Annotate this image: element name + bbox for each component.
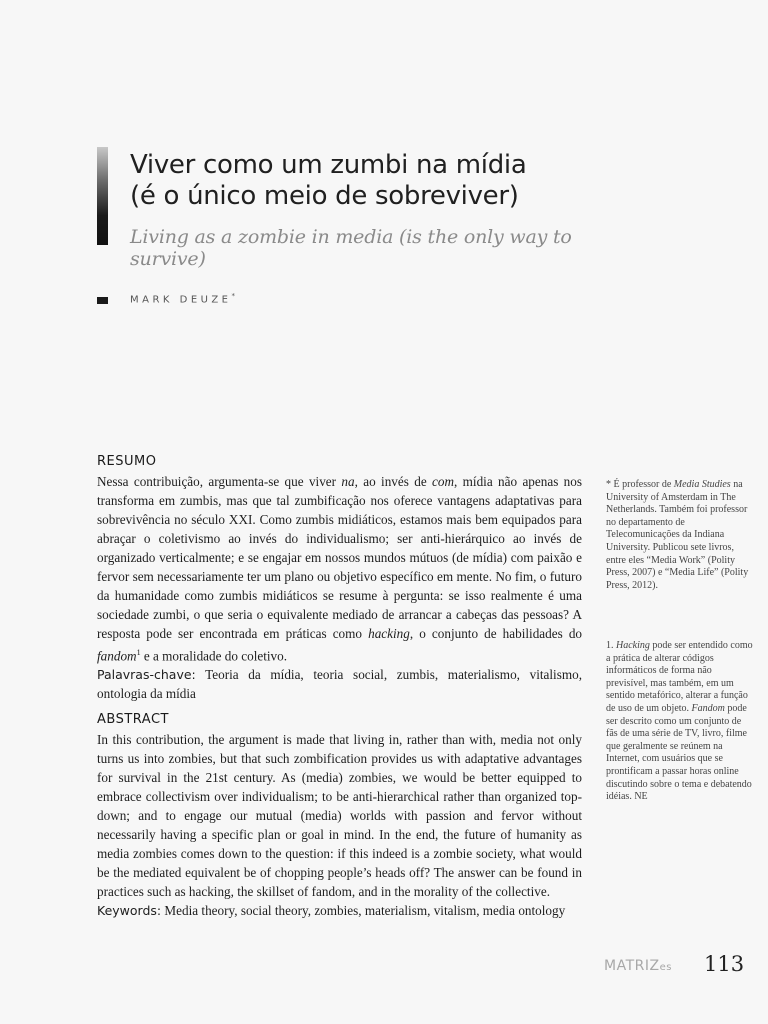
- abstract-heading: ABSTRACT: [97, 712, 169, 727]
- title-accent-bar: [97, 147, 108, 245]
- footnote-ref-1: 1: [136, 648, 141, 657]
- article-title-line-1: Viver como um zumbi na mídia: [130, 150, 527, 180]
- journal-brand: MATRIZes: [604, 958, 672, 974]
- resumo-keywords: Palavras-chave: Teoria da mídia, teoria social, zumbis, materialismo, vitalismo, ontologia da mídia: [97, 667, 582, 702]
- article-title: [130, 150, 650, 212]
- author-name: MARK DEUZE*: [130, 292, 235, 306]
- article-subtitle: Living as a zombie in media (is the only way to survive): [130, 226, 572, 270]
- resumo-paragraph: Nessa contribuição, argumenta-se que viver na, ao invés de com, mídia não apenas nos transforma em zumbis, mas que tal zumbificação nos oferece vantagens adaptativas para sobrevivência no século XXI. Como zumbis midiáticos, estamos mais bem equipados para abraçar o coletivismo ao invés do individualismo; ser anti-hierárquico ao invés de organizado verticalmente; e se engajar em nossos mundos mútuos (de mídia) com paixão e fervor sem necessariamente ter um plano ou objetivo específico em mente. No fim, o futuro da humanidade como zumbis midiáticos se resume à pergunta: se isso realmente é uma sociedade zumbi, o que seria o equivalente mediado de arrancar a cabeças das pessoas? A resposta pode ser encontrada em práticas como hacking, o conjunto de habilidades do fandom$^1$ e a moralidade do coletivo.: [97, 474, 583, 664]
- author-note: * É professor de Media Studies na University of Amsterdam in The Netherlands. Também foi professor no departamento de Telecomunicações da Indiana University. Publicou sete livros, entre eles “Media Work” (Polity Press, 2007) e “Media Life” (Polity Press, 2012).: [606, 479, 749, 591]
- abstract-keywords: Keywords: Media theory, social theory, zombies, materialism, vitalism, media ontology: [97, 903, 566, 918]
- resumo-body: [97, 472, 582, 703]
- author-footnote-mark: *: [231, 292, 235, 300]
- abstract-paragraph: In this contribution, the argument is made that living in, rather than with, media not only turns us into zombies, but that such zombification provides us with adaptative advantages for survival in the 21st century. As (media) zombies, we would be better equipped to embrace collectivism over individualism; to be anti-hierarchical rather than organized top-down; and to engage our mutual (media) worlds with passion and fervor without necessarily having a specific plan or goal in mind. In the end, the future of humanity as media zombies comes down to the question: if this indeed is a zombie society, what would be the mediated equivalent be of chopping people’s heads off? The answer can be found in practices such as hacking, the skillset of fandom, and in the morality of the collective.: [97, 732, 582, 899]
- article-title-line-2: (é o único meio de sobreviver): [130, 181, 519, 211]
- abstract-body: [97, 730, 582, 920]
- footnote-1: 1. Hacking pode ser entendido como a prática de alterar códigos informáticos de forma não previsível, mas também, em um sentido metafórico, alterar a função de uso de um objeto. Fandom pode ser descrito como um conjunto de fãs de uma série de TV, livro, filme que geralmente se reúnem na Internet, com usuários que se prontificam a passar horas online discutindo sobre o tema e debatendo idéias. NE: [606, 640, 753, 803]
- author-marker: [97, 297, 108, 304]
- resumo-heading: RESUMO: [97, 454, 157, 469]
- page-number: 113: [704, 952, 745, 976]
